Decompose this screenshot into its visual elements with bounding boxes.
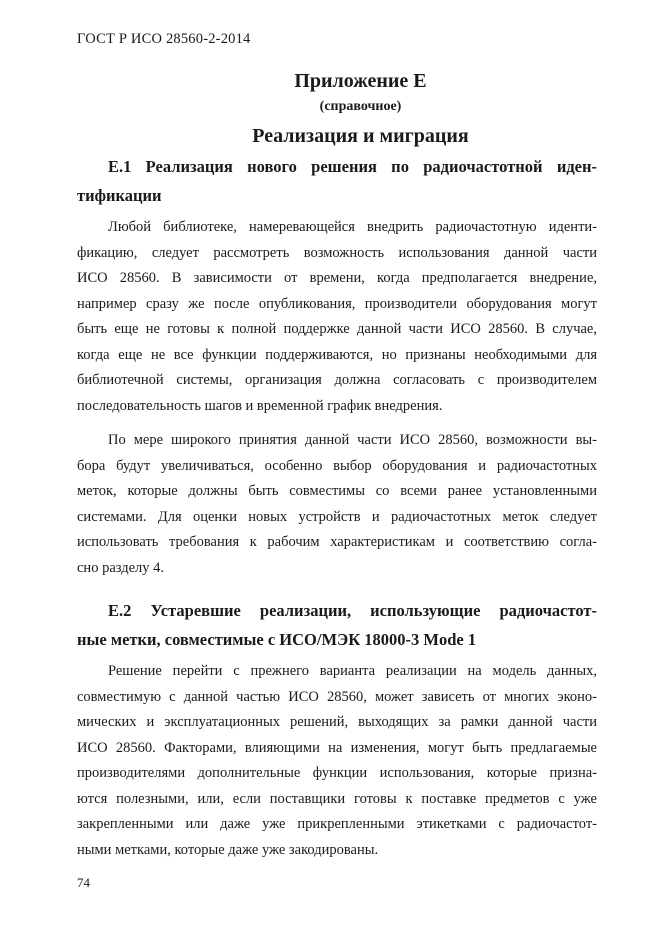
text-line: сно разделу 4. [77, 559, 165, 576]
text-line: использовать требования к рабочим характеристикам и соответствию согла- [77, 534, 597, 550]
text-line: закрепленными или даже уже прикрепленными этикетками с радиочастот- [77, 816, 597, 832]
text-line: фикацию, следует рассмотреть возможность использования данной части [77, 244, 597, 261]
text-line: ными метками, которые даже уже закодированы. [77, 841, 379, 858]
main-title: Реализация и миграция [252, 125, 469, 147]
text-line: когда еще не все функции поддерживаются, но признаны необходимыми для [77, 346, 597, 363]
heading-line: тификации [77, 186, 162, 205]
text-line: ИСО 28560. В зависимости от времени, когда предполагается внедрение, [77, 270, 597, 286]
section-e1-paragraph-1 [77, 215, 597, 419]
section-e1-heading [77, 152, 597, 210]
text-line: меток, которые должны быть совместимы со всеми ранее установленными [77, 483, 597, 499]
text-line: бора будут увеличиваться, особенно выбор оборудования и радиочастотных [77, 457, 597, 474]
text-line: Любой библиотеке, намеревающейся внедрить радиочастотную иденти- [108, 219, 597, 235]
text-line: последовательность шагов и временной график внедрения. [77, 397, 443, 414]
text-line: мических и эксплуатационных решений, выходящих за рамки данной части [77, 714, 597, 730]
section-e2-heading [77, 596, 597, 654]
text-line: например сразу же после опубликования, производители оборудования могут [77, 295, 597, 312]
section-e2-paragraph-1 [77, 659, 597, 863]
heading-line: Е.1 Реализация нового решения по радиочастотной иден- [108, 157, 597, 176]
text-line: системами. Для оценки новых устройств и радиочастотных меток следует [77, 508, 597, 525]
section-e1-paragraph-2 [77, 428, 597, 581]
text-line: ИСО 28560. Факторами, влияющими на изменения, могут быть предлагаемые [77, 739, 597, 756]
text-line: быть еще не готовы к полной поддержке данной части ИСО 28560. В случае, [77, 321, 597, 337]
appendix-title: Приложение Е [294, 70, 427, 92]
text-line: совместимую с данной частью ИСО 28560, может зависеть от многих эконо- [77, 688, 597, 705]
page-number: 74 [77, 875, 90, 890]
text-line: ются полезными, или, если поставщики готовы к поставке предметов с уже [77, 790, 597, 807]
text-line: Решение перейти с прежнего варианта реализации на модель данных, [108, 663, 597, 679]
text-line: производителями дополнительные функции использования, которые призна- [77, 765, 597, 781]
text-line: По мере широкого принятия данной части ИСО 28560, возможности вы- [108, 432, 597, 448]
heading-line: ные метки, совместимые с ИСО/МЭК 18000-3 Mode 1 [77, 630, 477, 649]
text-line: библиотечной системы, организация должна согласовать с производителем [77, 372, 597, 388]
standard-header: ГОСТ Р ИСО 28560-2-2014 [77, 31, 251, 47]
appendix-subtitle: (справочное) [319, 99, 402, 114]
heading-line: Е.2 Устаревшие реализации, использующие радиочастот- [108, 601, 597, 620]
